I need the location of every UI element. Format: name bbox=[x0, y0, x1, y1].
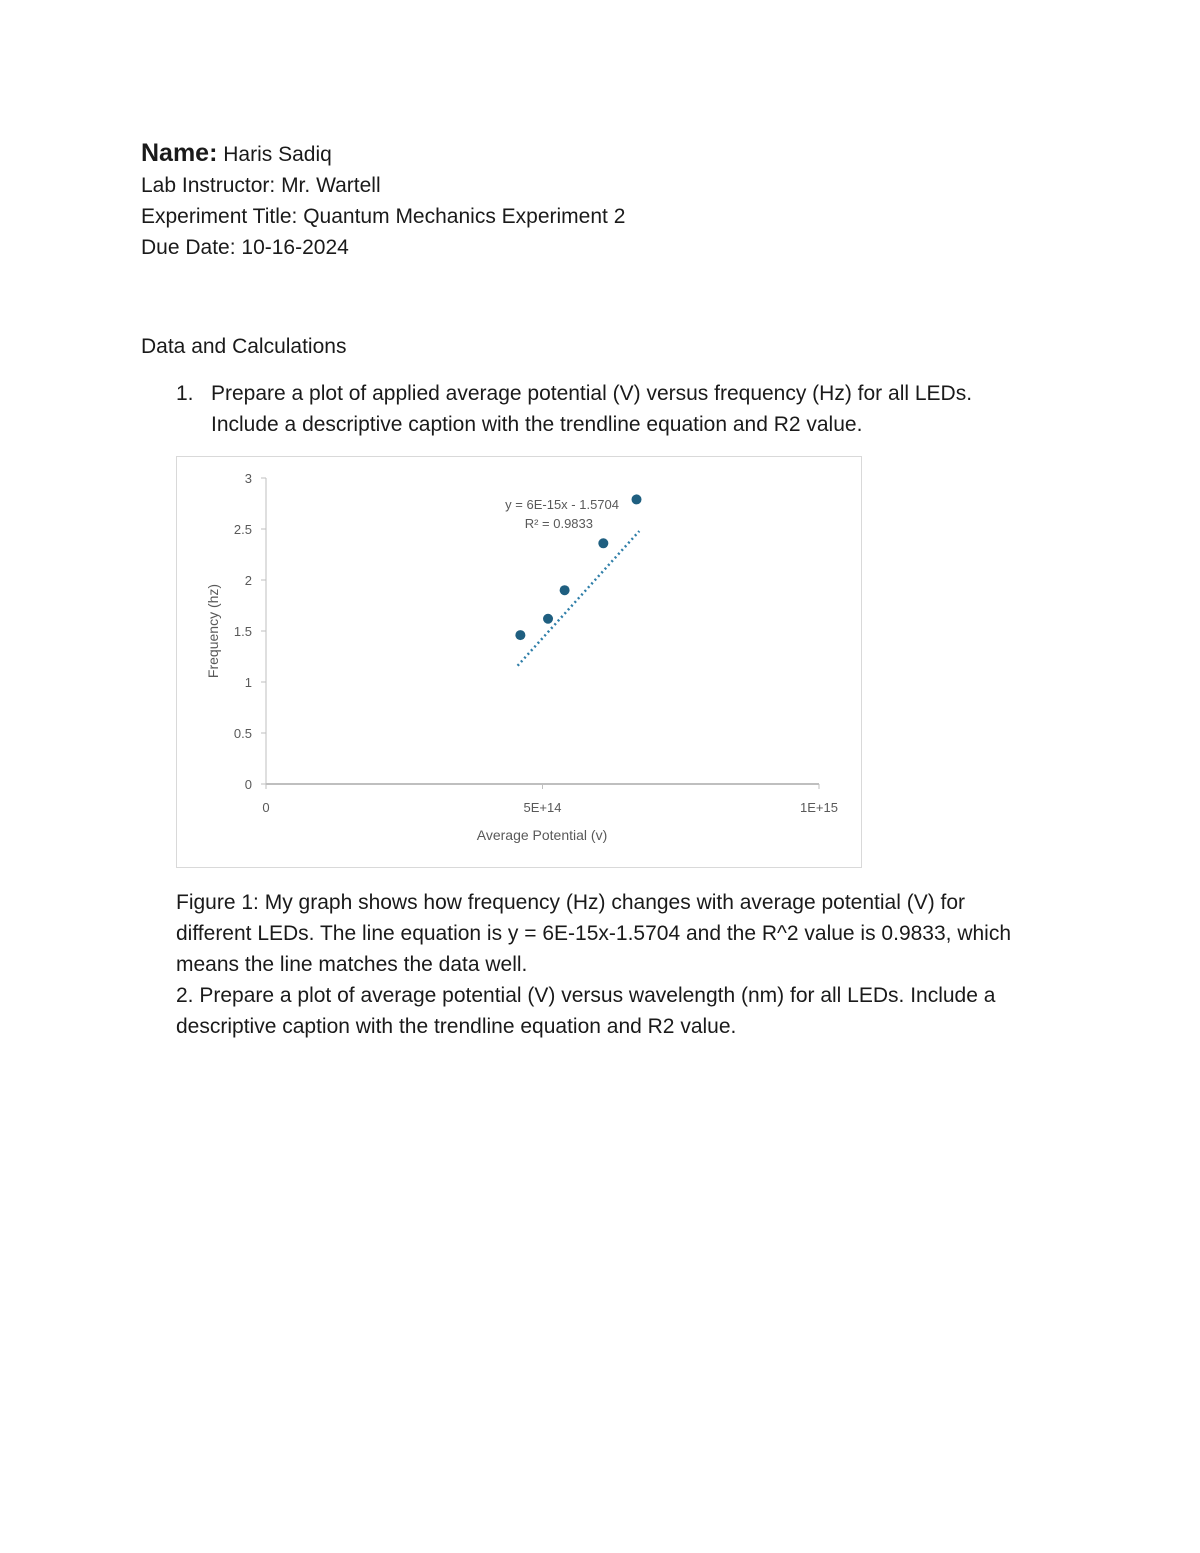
y-tick-labels bbox=[234, 471, 252, 792]
trendline bbox=[518, 531, 640, 666]
question-number: 1. bbox=[176, 382, 194, 405]
y-tick-label: 3 bbox=[244, 471, 252, 486]
data-point bbox=[543, 614, 553, 624]
data-point bbox=[560, 585, 570, 595]
document-header bbox=[141, 138, 625, 263]
question-text: Prepare a plot of applied average potential (V) versus frequency (Hz) for all LEDs. Include a descriptive caption with the trendline equation and R2 value. bbox=[211, 382, 973, 436]
data-point bbox=[632, 494, 642, 504]
experiment-title-line: Experiment Title: Quantum Mechanics Experiment 2 bbox=[141, 205, 626, 228]
y-tick-label: 2.5 bbox=[233, 522, 252, 537]
question-list bbox=[176, 378, 1036, 440]
scatter-chart bbox=[177, 457, 863, 869]
x-tick-label: 0 bbox=[262, 800, 270, 815]
x-axis-title: Average Potential (v) bbox=[476, 827, 608, 843]
y-tick-label: 2 bbox=[244, 573, 252, 588]
instructor-line: Lab Instructor: Mr. Wartell bbox=[141, 174, 381, 197]
y-axis-title: Frequency (hz) bbox=[205, 583, 221, 679]
data-point bbox=[515, 630, 525, 640]
figure-1-caption: Figure 1: My graph shows how frequency (Hz) changes with average potential (V) for different LEDs. The line equation is y = 6E-15x-1.5704 and the R^2 value is 0.9833, which means the line matches the data well. bbox=[176, 891, 1012, 976]
r-squared-label: R² = 0.9833 bbox=[524, 516, 593, 531]
figure-caption-block bbox=[176, 887, 1046, 1042]
trendline-equation: y = 6E-15x - 1.5704 bbox=[505, 497, 619, 512]
question-2-text: 2. Prepare a plot of average potential (V) versus wavelength (nm) for all LEDs. Include a descriptive caption with the trendline equation and R2 value. bbox=[176, 984, 996, 1038]
name-label: Name: bbox=[141, 139, 218, 167]
due-date-line: Due Date: 10-16-2024 bbox=[141, 236, 349, 259]
name-value: Haris Sadiq bbox=[223, 143, 332, 166]
x-tick-label: 5E+14 bbox=[523, 800, 562, 815]
section-title: Data and Calculations bbox=[141, 335, 347, 358]
x-tick-label: 1E+15 bbox=[800, 800, 838, 815]
y-tick-label: 1.5 bbox=[233, 624, 252, 639]
chart-frame bbox=[176, 456, 862, 868]
list-item bbox=[176, 378, 1036, 440]
data-point bbox=[598, 538, 608, 548]
name-line bbox=[141, 138, 625, 170]
trendline-group bbox=[518, 531, 640, 666]
x-tick-labels bbox=[262, 800, 838, 815]
y-tick-label: 1 bbox=[244, 675, 252, 690]
y-tick-label: 0.5 bbox=[233, 726, 252, 741]
y-tick-label: 0 bbox=[244, 777, 252, 792]
